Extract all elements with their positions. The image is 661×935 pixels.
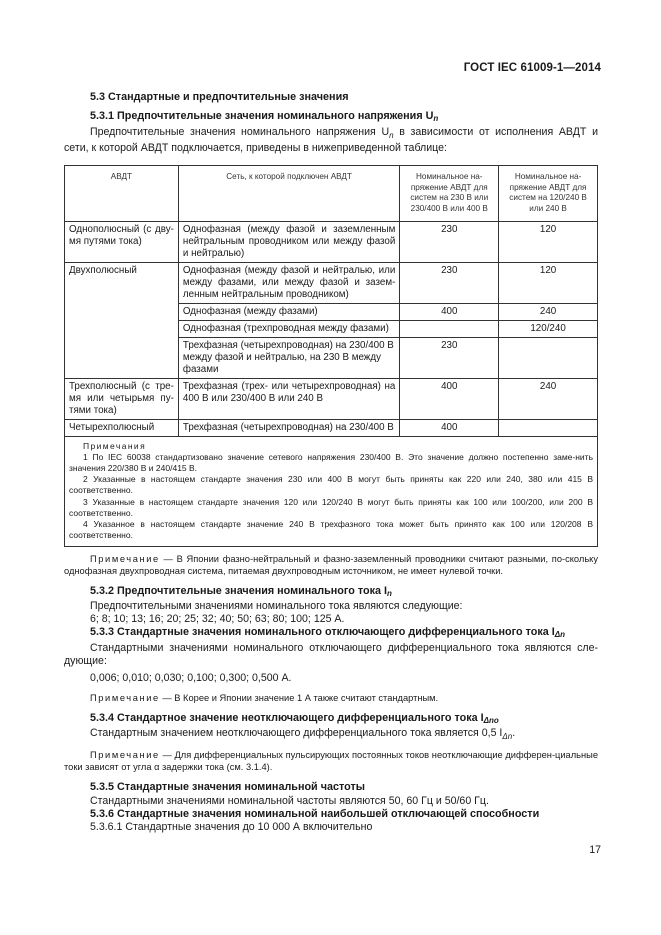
cell-avdt: Четырехполюсный: [65, 419, 179, 436]
section-5-3-4-title: [90, 712, 598, 727]
section-5-3-3-paragraph: Стандартными значениями номинального отключающего дифференциального тока являются сле-дующие:: [64, 641, 598, 667]
note-label: Примечание: [90, 692, 160, 703]
section-5-3-1-title: [90, 110, 598, 125]
cell-network: Трехфазная (трех- или четырехпроводная) на 400 В или 230/400 В или 240 В: [178, 378, 399, 419]
section-5-3-3-values: 0,006; 0,010; 0,030; 0,100; 0,300; 0,500 А.: [90, 672, 292, 685]
cell-v2: [499, 337, 598, 378]
un-subscript: n: [433, 114, 439, 124]
section-5-3-1-title-text: 5.3.1 Предпочтительные значения номинального напряжения U: [90, 110, 434, 123]
note-1: 1 По IEC 60038 стандартизовано значение сетевого напряжения 230/400 В. Это значение должно постепенно заме-нить значения 220/380 В и 240/415 В.: [69, 451, 593, 474]
para-subscript: n: [389, 130, 394, 140]
table-row: [65, 419, 598, 436]
cell-v2: 240: [499, 303, 598, 320]
table-header-row: [65, 166, 598, 221]
cell-v2: 120: [499, 262, 598, 303]
cell-v1: 400: [400, 419, 499, 436]
idno-subscript: Δno: [483, 715, 499, 725]
section-5-3-4-paragraph: [64, 727, 598, 743]
content: [64, 91, 598, 834]
para-subscript: Δn: [502, 731, 513, 741]
page-number: 17: [589, 844, 601, 856]
cell-v2: 240: [499, 378, 598, 419]
notes-title: Примечания: [83, 440, 147, 451]
section-5-3-5-paragraph: Стандартными значениями номинальной частоты являются 50, 60 Гц и 50/60 Гц.: [90, 794, 489, 807]
note-4: 4 Указанное в настоящем стандарте значение 240 В трехфазного тока может быть принято как 100 или 120/208 В соответственно.: [69, 519, 593, 541]
note-text: — В Японии фазно-нейтральный и фазно-заземленный проводники считают разными, по-скольку однофазная двухпроводная система, питаемая двухпроводным источником, не имеет нулевой точки.: [64, 553, 598, 576]
table-notes: [65, 436, 598, 546]
cell-network: Однофазная (между фазой и заземленным нейтральным проводником или между фазой и нейтралью): [178, 221, 399, 262]
para-part-b: в зависимости от исполнения АВДТ и сети, к которой АВДТ подключается, приведены в нижеприведенной таблице:: [64, 125, 598, 154]
cell-v1: 230: [400, 337, 499, 378]
para-end: .: [512, 726, 516, 739]
section-5-3-3-title: [90, 626, 598, 641]
section-5-3-2-title-text: 5.3.2 Предпочтительные значения номинального тока I: [90, 584, 387, 597]
table-notes-row: [65, 436, 598, 546]
section-5-3-6-title: 5.3.6 Стандартные значения номинальной наибольшей отключающей способности: [90, 807, 540, 820]
cell-network: Трехфазная (четырехпроводная) на 230/400 В между фазой и нейтралью, на 230 В между фазами: [178, 337, 399, 378]
table-row: [65, 221, 598, 262]
para-text: Стандартным значением неотключающего дифференциального тока является 0,5 I: [90, 726, 503, 739]
section-5-3-4-title-text: 5.3.4 Стандартное значение неотключающего дифференциального тока I: [90, 711, 484, 724]
note-text: — Для дифференциальных пульсирующих постоянных токов неотключающие дифферен-циальные токи зависят от угла α задержки тока (см. 3.1.4).: [64, 750, 598, 773]
note-2: 2 Указанные в настоящем стандарте значения 230 или 400 В могут быть приняты как 220 или 240, 380 или 415 В соответственно.: [69, 474, 593, 496]
voltage-table: [64, 165, 598, 546]
cell-v1: 230: [400, 262, 499, 303]
section-5-3-title: 5.3 Стандартные и предпочтительные значения: [90, 91, 349, 103]
cell-network: Однофазная (трехпроводная между фазами): [178, 320, 399, 337]
idn-subscript: Δn: [554, 630, 566, 640]
para-part-a: Предпочтительные значения номинального напряжения U: [90, 125, 390, 138]
note-label: Примечание: [90, 553, 160, 564]
cell-v2: 120: [499, 221, 598, 262]
header-network: Сеть, к которой подключен АВДТ: [178, 166, 399, 221]
cell-network: Трехфазная (четырехпроводная) на 230/400 В: [178, 419, 399, 436]
cell-network: Однофазная (между фазами): [178, 303, 399, 320]
note-label: Примечание: [90, 750, 160, 761]
note-korea: [64, 692, 598, 704]
header-avdt: АВДТ: [65, 166, 179, 221]
cell-network: Однофазная (между фазой и нейтралью, или между фазами, или между фазой и зазем-ленным нейтральным проводником): [178, 262, 399, 303]
cell-v2: [499, 419, 598, 436]
section-5-3-2-values: 6; 8; 10; 13; 16; 20; 25; 32; 40; 50; 63; 80; 100; 125 А.: [90, 613, 345, 626]
note-japan: [64, 553, 598, 577]
cell-v1: 400: [400, 378, 499, 419]
note-3: 3 Указанные в настоящем стандарте значения 120 или 120/240 В могут быть приняты как 100 или 100/200, или 200 В соответственно.: [69, 496, 593, 518]
header-voltage-230: Номинальное на-пряжение АВДТ для систем на 230 В или 230/400 В или 400 В: [400, 166, 499, 221]
cell-v1: [400, 320, 499, 337]
cell-v2: 120/240: [499, 320, 598, 337]
in-subscript: n: [387, 588, 392, 598]
cell-avdt: Трехполюсный (с тре-мя или четырьмя пу-тями тока): [65, 378, 179, 419]
section-5-3-2-title: [90, 585, 598, 600]
section-5-3-3-title-text: 5.3.3 Стандартные значения номинального отключающего дифференциального тока I: [90, 626, 555, 639]
cell-avdt: Однополюсный (с дву-мя путями тока): [65, 221, 179, 262]
table-row: [65, 378, 598, 419]
section-5-3-5-title: 5.3.5 Стандартные значения номинальной частоты: [90, 781, 365, 794]
table-row: [65, 262, 598, 303]
section-5-3-2-paragraph: Предпочтительными значениями номинального тока являются следующие:: [90, 599, 463, 612]
standard-code: ГОСТ IEC 61009-1—2014: [463, 62, 601, 74]
cell-v1: 400: [400, 303, 499, 320]
note-text: — В Корее и Японии значение 1 А также считают стандартным.: [159, 692, 439, 703]
header-voltage-120: Номинальное на-пряжение АВДТ для систем на 120/240 В или 240 В: [499, 166, 598, 221]
section-5-3-6-1: 5.3.6.1 Стандартные значения до 10 000 А включительно: [90, 821, 373, 834]
section-5-3-1-paragraph: [64, 126, 598, 156]
cell-avdt: Двухполюсный: [65, 262, 179, 378]
cell-v1: 230: [400, 221, 499, 262]
note-pulsating: [64, 749, 598, 773]
